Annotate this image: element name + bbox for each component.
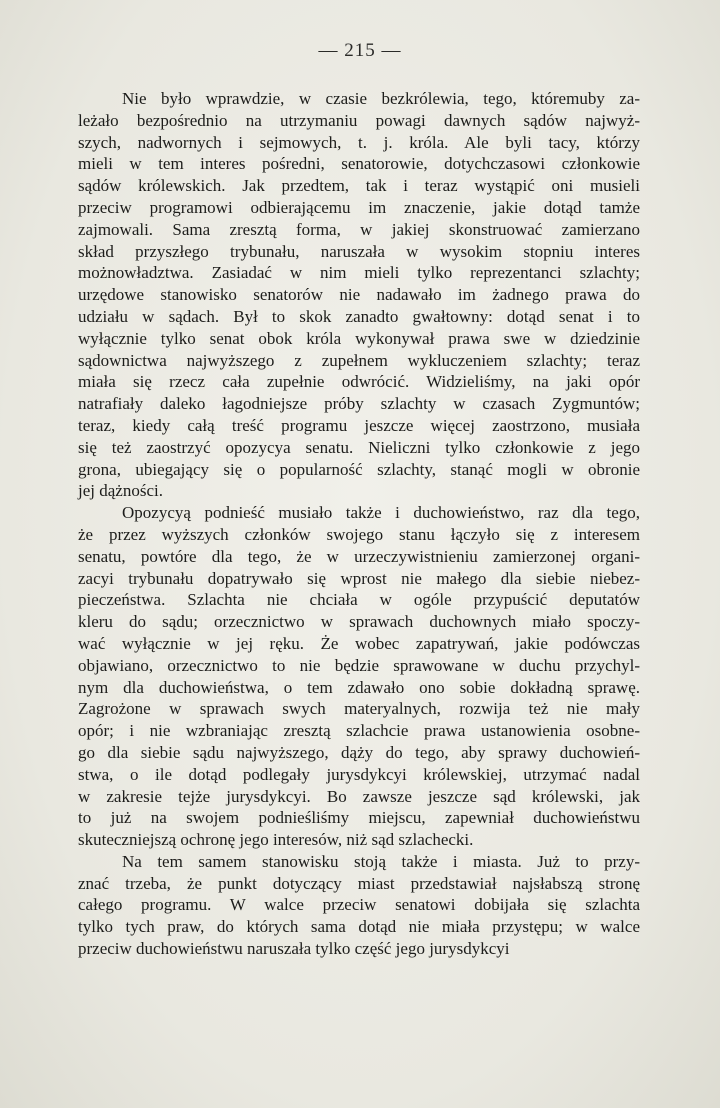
text-line: przeciw duchowieństwu naruszała tylko część jego jurysdykcyi [78, 939, 510, 959]
text-line: się też zaostrzyć opozycya senatu. Nieliczni tylko członkowie z jego [78, 437, 640, 457]
text-line: miała się rzecz cała zupełnie odwrócić. Widzieliśmy, na jaki opór [78, 372, 640, 392]
text-line: mieli w tem interes pośredni, senatorowie, dotychczasowi członkowie [78, 154, 640, 174]
text-line: Nie było wprawdzie, w czasie bezkrólewia, tego, któremuby za- [122, 89, 640, 108]
text-line: zacyi trybunału dopatrywało się wprost nie małego dla siebie niebez- [78, 568, 640, 588]
text-line: udziału w sądach. Był to skok zanadto gwałtowny: dotąd senat i to [78, 306, 640, 326]
page-number: — 215 — [318, 40, 402, 61]
text-line: możnowładztwa. Zasiadać w nim mieli tylko reprezentanci szlachty; [78, 263, 640, 283]
paragraph [78, 502, 640, 851]
text-line: wać wyłącznie w jej ręku. Że wobec zapatrywań, jakie podówczas [78, 633, 640, 653]
text-line: Opozycyą podnieść musiało także i duchowieństwo, raz dla tego, [122, 503, 640, 523]
text-line: Na tem samem stanowisku stoją także i miasta. Już to przy- [122, 851, 640, 871]
text-line: Zagrożone w sprawach swych materyalnych, rozwija też nie mały [78, 699, 640, 719]
body-text [78, 88, 640, 960]
text-line: leżało bezpośrednio na utrzymaniu powagi dawnych sądów najwyż- [78, 110, 640, 130]
text-line: jej dążności. [78, 481, 163, 501]
text-line: objawiano, orzecznictwo to nie będzie sprawowane w duchu przychyl- [78, 655, 640, 675]
text-line: w zakresie tejże jurysdykcyi. Bo zawsze jeszcze sąd królewski, jak [78, 786, 640, 806]
paragraph [78, 851, 640, 960]
text-line: tylko tych praw, do których sama dotąd nie miała przystępu; w walce [78, 917, 640, 937]
text-line: opór; i nie wzbraniając zresztą szlachcie prawa ustanowienia osobne- [78, 721, 640, 741]
text-line: senatu, powtóre dla tego, że w urzeczywistnieniu zamierzonej organi- [78, 546, 640, 566]
text-line: całego programu. W walce przeciw senatowi dobijała się szlachta [78, 895, 640, 915]
text-line: teraz, kiedy całą treść programu jeszcze więcej zaostrzono, musiała [78, 415, 640, 435]
text-line: wyłącznie tylko senat obok króla wykonywał prawa swe w dziedzinie [78, 328, 640, 348]
text-line: pieczeństwa. Szlachta nie chciała w ogóle przypuścić deputatów [78, 590, 640, 610]
text-line: kleru do sądu; orzecznictwo w sprawach duchownych miało spoczy- [78, 612, 640, 632]
text-line: szych, nadwornych i sejmowych, t. j. króla. Ale byli tacy, którzy [78, 132, 640, 152]
text-line: grona, ubiegający się o popularność szlachty, stanąć mogli w obronie [78, 459, 640, 479]
text-line: skuteczniejszą ochronę jego interesów, niż sąd szlachecki. [78, 830, 474, 850]
text-line: natrafiały daleko łagodniejsze próby szlachty w czasach Zygmuntów; [78, 394, 640, 414]
text-line: go dla siebie sądu najwyższego, dąży do tego, aby sprawy duchowień- [78, 742, 640, 762]
paragraph [78, 88, 640, 502]
text-line: zajmowali. Sama zresztą forma, w jakiej skonstruować zamierzano [78, 219, 640, 239]
text-line: przeciw programowi odbierającemu im znaczenie, jakie dotąd tamże [78, 197, 640, 217]
text-line: urzędowe stanowisko senatorów nie nadawało im żadnego prawa do [78, 285, 640, 305]
text-line: sądownictwa najwyższego z zupełnem wykluczeniem szlachty; teraz [78, 350, 640, 370]
text-line: stwa, o ile dotąd podlegały jurysdykcyi królewskiej, utrzymać nadal [78, 764, 640, 784]
text-line: to już na swojem podnieśliśmy miejscu, zapewniał duchowieństwu [78, 808, 640, 828]
text-line: nym dla duchowieństwa, o tem zdawało ono sobie dokładną sprawę. [78, 677, 640, 697]
text-line: znać trzeba, że punkt dotyczący miast przedstawiał najsłabszą stronę [78, 873, 640, 893]
text-line: że przez wyższych członków swojego stanu łączyło się z interesem [78, 524, 640, 544]
text-line: skład przyszłego trybunału, naruszała w wysokim stopniu interes [78, 241, 640, 261]
text-line: sądów królewskich. Jak przedtem, tak i teraz wystąpić oni musieli [78, 176, 640, 196]
